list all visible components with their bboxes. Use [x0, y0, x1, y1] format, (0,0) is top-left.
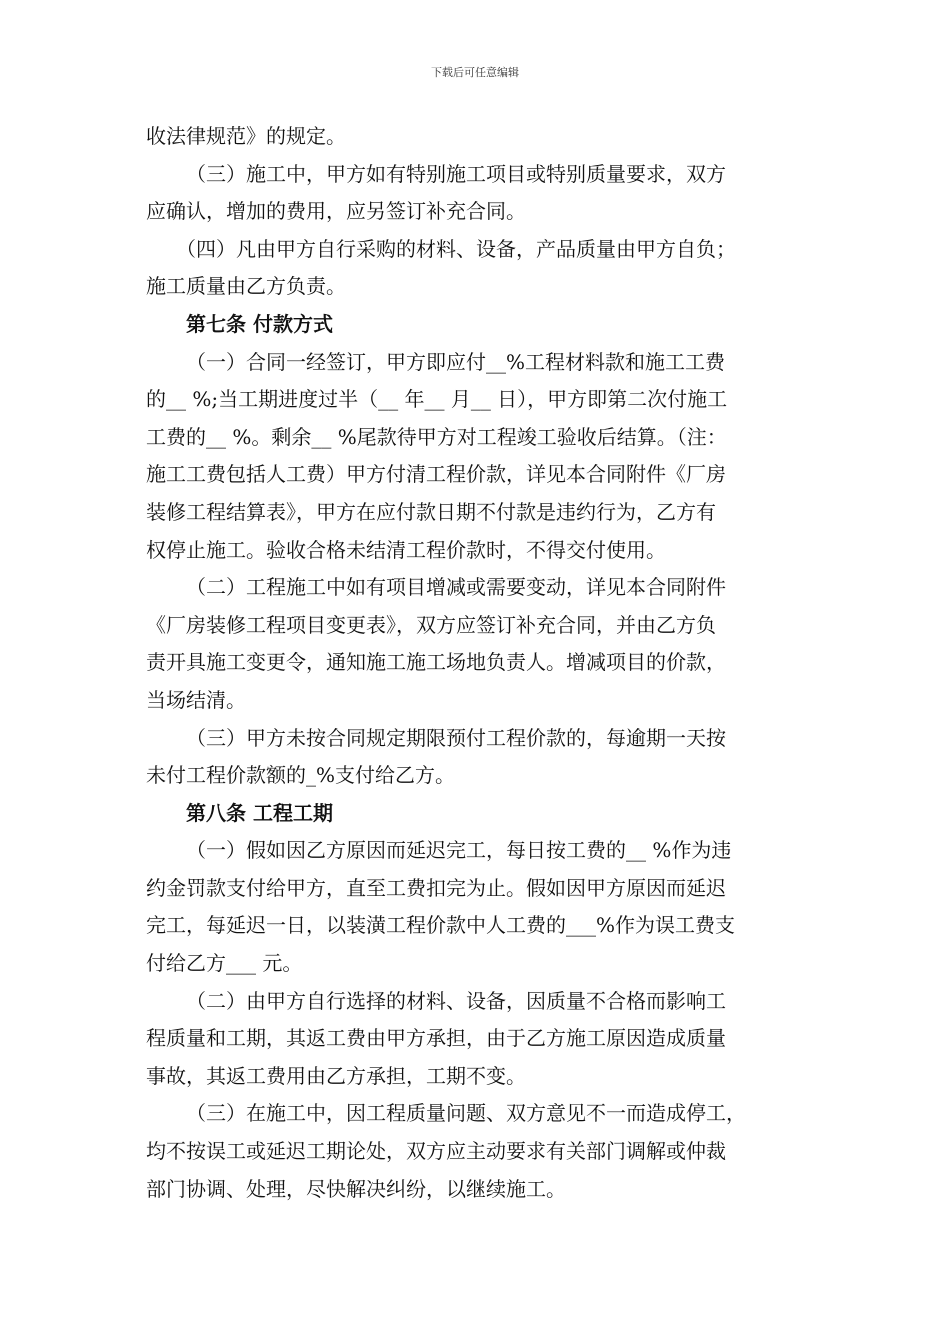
text-line: （二）由甲方自行选择的材料、设备，因质量不合格而影响工 [186, 988, 726, 1013]
text-line: 责开具施工变更令，通知施工施工场地负责人。增减项目的价款， [146, 650, 726, 675]
section-heading: 第八条 工程工期 [186, 800, 333, 825]
text-line: 应确认，增加的费用，应另签订补充合同。 [146, 199, 526, 224]
text-line: 当场结清。 [146, 687, 246, 712]
text-line: 完工，每延迟一日，以装潢工程价款中人工费的___%作为误工费支 [146, 913, 736, 938]
text-line: （四）凡由甲方自行采购的材料、设备，产品质量由甲方自负； [176, 236, 736, 261]
text-line: 约金罚款支付给甲方，直至工费扣完为止。假如因甲方原因而延迟 [146, 875, 726, 900]
text-line: （一）合同一经签订，甲方即应付__%工程材料款和施工工费 [186, 349, 726, 374]
text-line: （三）施工中，甲方如有特别施工项目或特别质量要求，双方 [186, 161, 726, 186]
text-line: 收法律规范》的规定。 [146, 124, 346, 148]
text-line: （一）假如因乙方原因而延迟完工，每日按工费的__ %作为违 [186, 838, 732, 863]
text-line: 未付工程价款额的_%支付给乙方。 [146, 763, 456, 788]
text-line: 程质量和工期，其返工费由甲方承担，由于乙方施工原因造成质量 [146, 1026, 726, 1051]
page-header: 下载后可任意编辑 [431, 66, 519, 79]
text-line: 的__ %;当工期进度过半（__ 年__ 月__ 日），甲方即第二次付施工 [146, 387, 728, 412]
text-line: （三）甲方未按合同规定期限预付工程价款的，每逾期一天按 [186, 725, 726, 750]
text-line: 均不按误工或延迟工期论处，双方应主动要求有关部门调解或仲裁 [146, 1139, 726, 1164]
text-line: 施工工费包括人工费）甲方付清工程价款，详见本合同附件《厂房 [146, 462, 726, 487]
section-heading: 第七条 付款方式 [186, 311, 333, 336]
text-line: （三）在施工中，因工程质量问题、双方意见不一而造成停工， [186, 1101, 746, 1126]
text-line: 工费的__ %。剩余__ %尾款待甲方对工程竣工验收后结算。（注： [146, 424, 727, 449]
text-line: 装修工程结算表》，甲方在应付款日期不付款是违约行为，乙方有 [146, 499, 716, 524]
document-body [146, 118, 810, 1208]
text-line: （二）工程施工中如有项目增减或需要变动，详见本合同附件 [186, 575, 726, 600]
text-line: 《厂房装修工程项目变更表》，双方应签订补充合同，并由乙方负 [146, 612, 716, 637]
text-line: 部门协调、处理，尽快解决纠纷，以继续施工。 [146, 1176, 566, 1201]
text-line: 付给乙方___ 元。 [146, 951, 303, 976]
text-line: 施工质量由乙方负责。 [146, 274, 346, 299]
text-line: 权停止施工。验收合格未结清工程价款时，不得交付使用。 [146, 537, 666, 562]
text-line: 事故，其返工费用由乙方承担，工期不变。 [146, 1063, 526, 1088]
